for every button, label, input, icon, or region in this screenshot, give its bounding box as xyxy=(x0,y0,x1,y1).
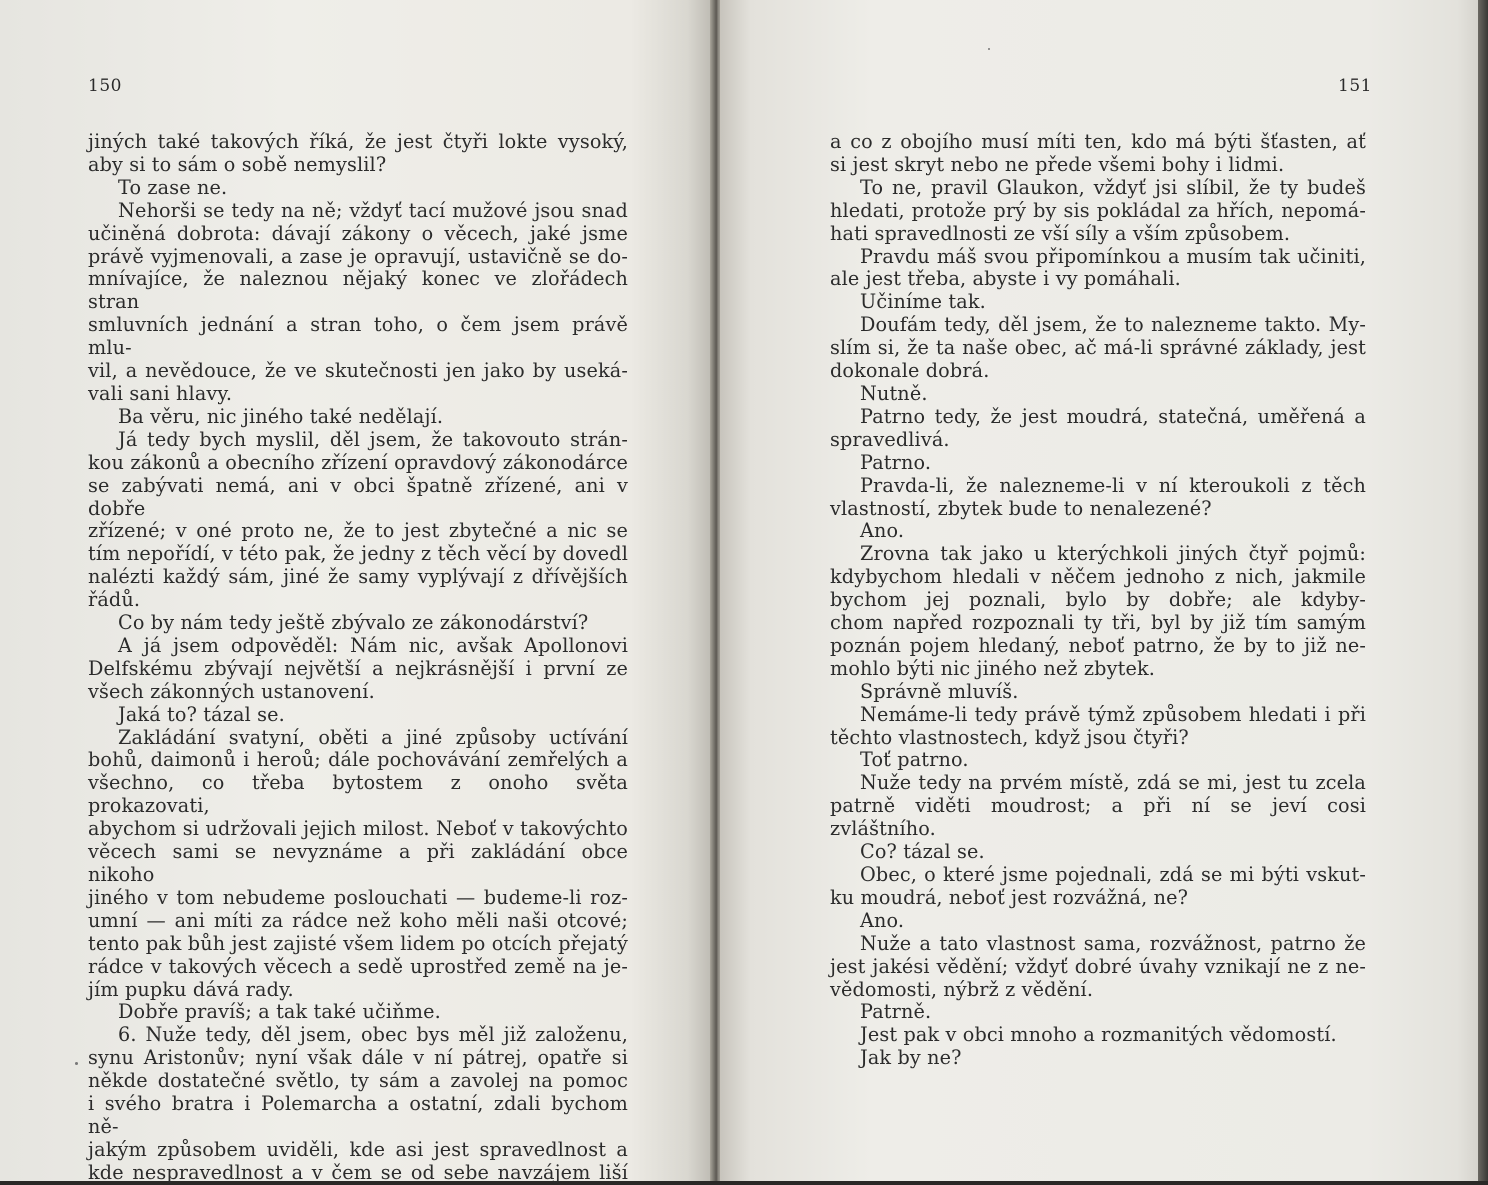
text-line: kde nespravedlnost a v čem se od sebe navzájem liší xyxy=(88,1160,628,1184)
text-line: synu Aristonův; nyní však dále v ní pátrej, opatře si xyxy=(88,1046,628,1070)
text-line: Nuže tedy na prvém místě, zdá se mi, jest tu zcela xyxy=(860,771,1366,795)
text-line: Nutně. xyxy=(860,381,928,405)
text-line: Doufám tedy, děl jsem, že to nalezneme takto. My- xyxy=(860,313,1366,337)
text-line: dokonale dobrá. xyxy=(830,359,990,383)
text-line: patrně viděti moudrost; a při ní se jeví cosi zvláštního. xyxy=(830,794,1366,841)
text-line: hati spravedlnosti ze vší síly a vším způsobem. xyxy=(830,221,1291,245)
text-line: jiných také takových říká, že jest čtyři lokte vysoký, xyxy=(88,130,628,153)
text-line: To zase ne. xyxy=(118,175,228,199)
text-line: slím si, že ta naše obec, ač má-li správné základy, jest xyxy=(830,336,1366,360)
text-line: A já jsem odpověděl: Nám nic, avšak Apollonovi xyxy=(118,633,628,657)
text-line: Zrovna tak jako u kterýchkoli jiných čtyř pojmů: xyxy=(860,542,1366,566)
text-line: vědomosti, nýbrž z vědění. xyxy=(830,977,1094,1001)
text-line: umní — ani míti za rádce než koho měli naši otcové; xyxy=(88,908,628,932)
text-line: Nehorši se tedy na ně; vždyť tací mužové jsou snad xyxy=(118,198,628,222)
text-line: Dobře pravíš; a tak také učiňme. xyxy=(118,1000,441,1024)
left-page xyxy=(0,0,716,1184)
text-line: ku moudrá, neboť jest rozvážná, ne? xyxy=(830,885,1189,909)
text-line: mnívajíce, že naleznou nějaký konec ve zlořádech stran xyxy=(88,267,628,314)
text-line: jiného v tom nebudeme poslouchati — budeme-li roz- xyxy=(88,885,628,909)
text-line: Nuže a tato vlastnost sama, rozvážnost, patrno že xyxy=(860,931,1366,955)
text-line: se zabývati nemá, ani v obci špatně zřízené, ani v dobře xyxy=(88,473,628,520)
text-line: Patrně. xyxy=(860,1000,932,1024)
text-line: Co by nám tedy ještě zbývalo ze zákonodárství? xyxy=(118,611,589,635)
text-line: Já tedy bych myslil, děl jsem, že takovouto strán- xyxy=(118,427,628,451)
text-line: vlastností, zbytek bude to nenalezené? xyxy=(830,496,1212,520)
text-line: někde dostatečné světlo, ty sám a zavolej na pomoc xyxy=(88,1069,628,1093)
text-line: Jaká to? tázal se. xyxy=(118,702,285,726)
paper-speck xyxy=(75,1062,78,1065)
text-line: Delfskému zbývají největší a nejkrásnější i první ze xyxy=(88,656,628,680)
text-line: smluvních jednání a stran toho, o čem jsem právě mlu- xyxy=(88,313,628,360)
text-line: řádů. xyxy=(88,588,141,612)
right-page xyxy=(720,0,1480,1181)
left-page-text xyxy=(88,131,628,1185)
text-line: jest jakési vědění; vždyť dobré úvahy vznikají ne z ne- xyxy=(830,954,1366,978)
text-line: si jest skryt nebo ne přede všemi bohy i lidmi. xyxy=(830,152,1285,176)
text-line: i svého bratra i Polemarcha a ostatní, zdali bychom ně- xyxy=(88,1092,628,1138)
text-line: Ba věru, nic jiného také nedělají. xyxy=(118,404,444,428)
text-line: jím pupku dává rady. xyxy=(88,977,294,1001)
text-line: rádce v takových věcech a sedě uprostřed země na je- xyxy=(88,954,628,978)
text-line: To ne, pravil Glaukon, vždyť jsi slíbil, že ty budeš xyxy=(860,175,1366,199)
text-line: tento pak bůh jest zajisté všem lidem po otcích přejatý xyxy=(88,931,628,955)
book-edge xyxy=(1478,0,1488,1181)
text-line: spravedlivá. xyxy=(830,427,950,451)
text-line: Pravda-li, že nalezneme-li v ní kteroukoli z těch xyxy=(860,473,1366,497)
text-line: abychom si udržovali jejich milost. Neboť v takovýchto xyxy=(88,817,628,841)
text-line: aby si to sám o sobě nemyslil? xyxy=(88,152,387,176)
text-line: Učiníme tak. xyxy=(860,290,986,314)
text-line: vil, a nevědouce, že ve skutečnosti jen jako by useká- xyxy=(88,359,628,383)
text-line: kou zákonů a obecního zřízení opravdový zákonodárce xyxy=(88,450,628,474)
text-line: Jak by ne? xyxy=(860,1046,962,1070)
text-line: těchto vlastnostech, když jsou čtyři? xyxy=(830,725,1189,749)
text-line: 6. Nuže tedy, děl jsem, obec bys měl již založenu, xyxy=(118,1023,628,1047)
right-page-number: 151 xyxy=(1338,76,1372,96)
text-line: Co? tázal se. xyxy=(860,840,985,864)
text-line: Nemáme-li tedy právě týmž způsobem hledati i při xyxy=(860,702,1366,726)
text-line: a co z obojího musí míti ten, kdo má býti šťasten, ať xyxy=(830,130,1366,153)
text-line: zřízené; v oné proto ne, že to jest zbytečné a nic se xyxy=(88,519,628,543)
text-line: bohů, daimonů i heroů; dále pochovávání zemřelých a xyxy=(88,748,628,772)
text-line: Obec, o které jsme pojednali, zdá se mi býti vskut- xyxy=(860,863,1366,886)
text-line: Zakládání svatyní, oběti a jiné způsoby uctívání xyxy=(118,725,628,749)
text-line: Patrno tedy, že jest moudrá, statečná, uměřená a xyxy=(860,404,1366,428)
text-line: Ano. xyxy=(860,519,905,543)
left-page-number: 150 xyxy=(88,76,122,96)
text-line: nalézti každý sám, jiné že samy vyplývají z dřívějších xyxy=(88,565,628,589)
text-line: právě vyjmenovali, a zase je opravují, ustavičně se do- xyxy=(88,244,628,268)
text-line: kdybychom hledali v něčem jednoho z nich, jakmile xyxy=(830,565,1366,589)
text-line: mohlo býti nic jiného než zbytek. xyxy=(830,656,1156,680)
text-line: Jest pak v obci mnoho a rozmanitých vědomostí. xyxy=(860,1023,1337,1047)
text-line: všechno, co třeba bytostem z onoho světa prokazovati, xyxy=(88,771,628,818)
text-line: ale jest třeba, abyste i vy pomáhali. xyxy=(830,267,1181,291)
text-line: všech zákonných ustanovení. xyxy=(88,679,375,703)
text-line: poznán pojem hledaný, neboť patrno, že by to již ne- xyxy=(830,633,1366,657)
paper-speck xyxy=(988,48,990,50)
right-page-text xyxy=(830,131,1366,1070)
text-line: chom napřed rozpoznali ty tři, byl by již tím samým xyxy=(830,611,1366,635)
text-line: bychom jej poznali, bylo by dobře; ale kdyby- xyxy=(830,588,1366,612)
text-line: tím nepořídí, v této pak, že jedny z těch věcí by dovedl xyxy=(88,542,628,566)
text-line: Pravdu máš svou připomínkou a musím tak učiniti, xyxy=(860,244,1366,268)
text-line: vali sani hlavy. xyxy=(88,381,233,405)
text-line: Toť patrno. xyxy=(860,748,969,772)
text-line: učiněná dobrota: dávají zákony o věcech, jaké jsme xyxy=(88,221,628,245)
text-line: Ano. xyxy=(860,908,905,932)
text-line: věcech sami se nevyznáme a při zakládání obce nikoho xyxy=(88,840,628,886)
text-line: Patrno. xyxy=(860,450,932,474)
text-line: Správně mluvíš. xyxy=(860,679,1019,703)
text-line: jakým způsobem uviděli, kde asi jest spravedlnost a xyxy=(88,1137,628,1161)
text-line: hledati, protože prý by sis pokládal za hřích, nepomá- xyxy=(830,198,1366,222)
